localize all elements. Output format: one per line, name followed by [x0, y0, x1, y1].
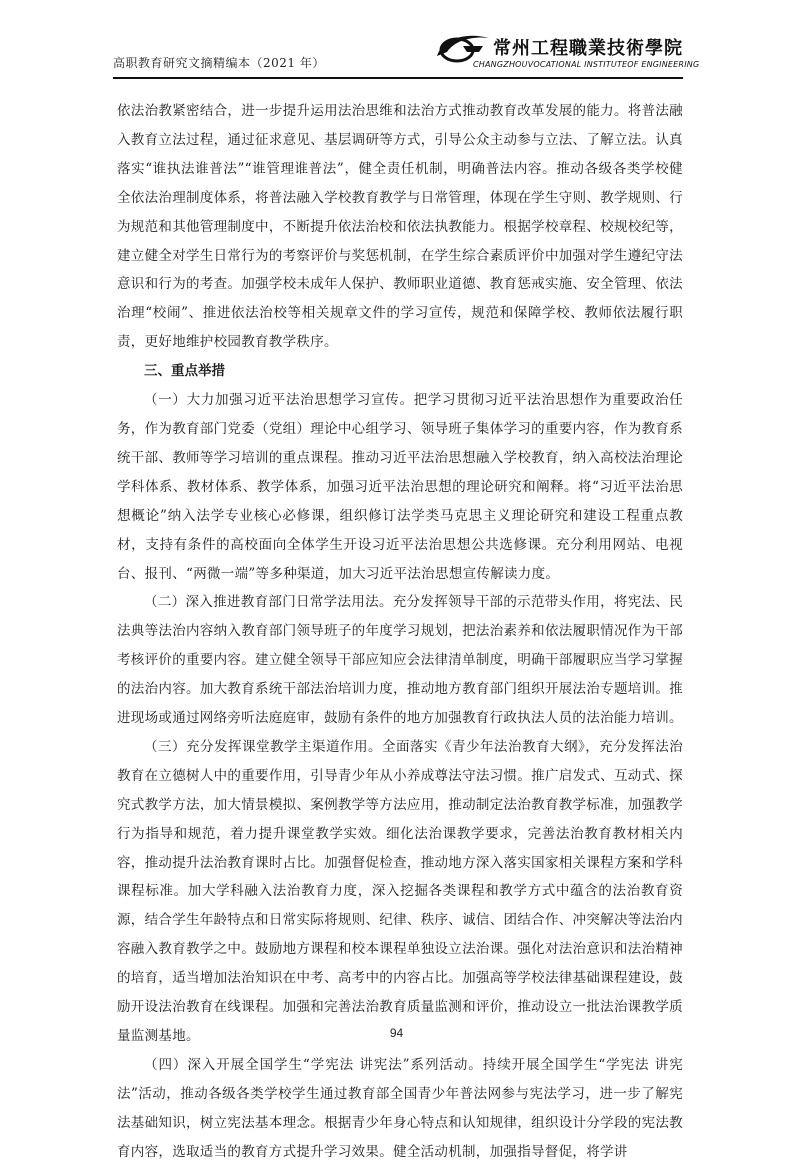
header-rule	[113, 77, 683, 79]
logo-english-name: CHANGZHOUVOCATIONAL INSTITUTEOF ENGINEERING	[473, 60, 700, 69]
page-header	[113, 28, 700, 76]
intro-paragraph: 依法治教紧密结合，进一步提升运用法治思维和法治方式推动教育改革发展的能力。将普法融入教育立法过程，通过征求意见、基层调研等方式，引导公众主动参与立法、了解立法。认真落实“谁执法谁普法”“谁管理谁普法”，健全责任机制，明确普法内容。推动各级各类学校健全依法治理制度体系，将普法融入学校教育教学与日常管理，体现在学生守则、教学规则、行为规范和其他管理制度中，不断提升依法治校和依法执教能力。根据学校章程、校规校纪等，建立健全对学生日常行为的考察评价与奖惩机制，在学生综合素质评价中加强对学生遵纪守法意识和行为的考查。加强学校未成年人保护、教师职业道德、教育惩戒实施、安全管理、依法治理“校闹”、推进依法治校等相关规章文件的学习宣传，规范和保障学校、教师依法履行职责，更好地维护校园教育教学秩序。	[117, 103, 683, 351]
measure-paragraph-1: （一）大力加强习近平法治思想学习宣传。把学习贯彻习近平法治思想作为重要政治任务，作为教育部门党委（党组）理论中心组学习、领导班子集体学习的重要内容，作为教育系统干部、教师等学习培训的重点课程。推动习近平法治思想融入学校教育，纳入高校法治理论学科体系、教材体系、教学体系，加强习近平法治思想的理论研究和阐释。将“习近平法治思想概论”纳入法学专业核心必修课，组织修订法学类马克思主义理论研究和建设工程重点教材，支持有条件的高校面向全体学生开设习近平法治思想公共选修课。充分利用网站、电视台、报刊、“两微一端”等多种渠道，加大习近平法治思想宣传解读力度。	[117, 392, 683, 582]
document-body	[117, 97, 683, 1167]
section-heading: 三、重点举措	[144, 363, 225, 380]
measure-paragraph-3: （三）充分发挥课堂教学主渠道作用。全面落实《青少年法治教育大纲》，充分发挥法治教育在立德树人中的重要作用，引导青少年从小养成尊法守法习惯。推广启发式、互动式、探究式教学方法，加大情景模拟、案例教学等方法应用，推动制定法治教育教学标准，加强教学行为指导和规范，着力提升课堂教学实效。细化法治课教学要求，完善法治教育教材相关内容，推动提升法治教育课时占比。加强督促检查，推动地方深入落实国家相关课程方案和学科课程标准。加大学科融入法治教育力度，深入挖掘各类课程和教学方式中蕴含的法治教育资源，结合学生年龄特点和日常实际将规则、纪律、秩序、诚信、团结合作、冲突解决等法治内容融入教育教学之中。鼓励地方课程和校本课程单独设立法治课。强化对法治意识和法治精神的培育，适当增加法治知识在中考、高考中的内容占比。加强高等学校法律基础课程建设，鼓励开设法治教育在线课程。加强和完善法治教育质量监测和评价，推动设立一批法治课教学质量监测基地。	[117, 738, 683, 1044]
page-number: 94	[389, 1026, 404, 1040]
logo-chinese-name: 常州工程職業技術學院	[493, 38, 683, 59]
header-title: 高职教育研究文摘精编本（2021 年）	[113, 56, 325, 70]
measure-paragraph-4: （四）深入开展全国学生“学宪法 讲宪法”系列活动。持续开展全国学生“学宪法 讲宪法”活动，推动各级各类学校学生通过教育部全国青少年普法网参与宪法学习，进一步了解宪法基础知识，树立宪法基本理念。根据青少年身心特点和认知规律，组织设计分学段的宪法教育内容，选取适当的教育方式提升学习效果。健全活动机制，加强指导督促，将学讲	[117, 1056, 683, 1160]
measure-paragraph-2: （二）深入推进教育部门日常学法用法。充分发挥领导干部的示范带头作用，将宪法、民法典等法治内容纳入教育部门领导班子的年度学习规划，把法治素养和依法履职情况作为干部考核评价的重要内容。建立健全领导干部应知应会法律清单制度，明确干部履职应当学习掌握的法治内容。加大教育系统干部法治培训力度，推动地方教育部门组织开展法治专题培训。推进现场或通过网络旁听法庭庭审，鼓励有条件的地方加强教育行政执法人员的法治能力培训。	[117, 594, 683, 727]
institution-logo	[433, 30, 700, 72]
